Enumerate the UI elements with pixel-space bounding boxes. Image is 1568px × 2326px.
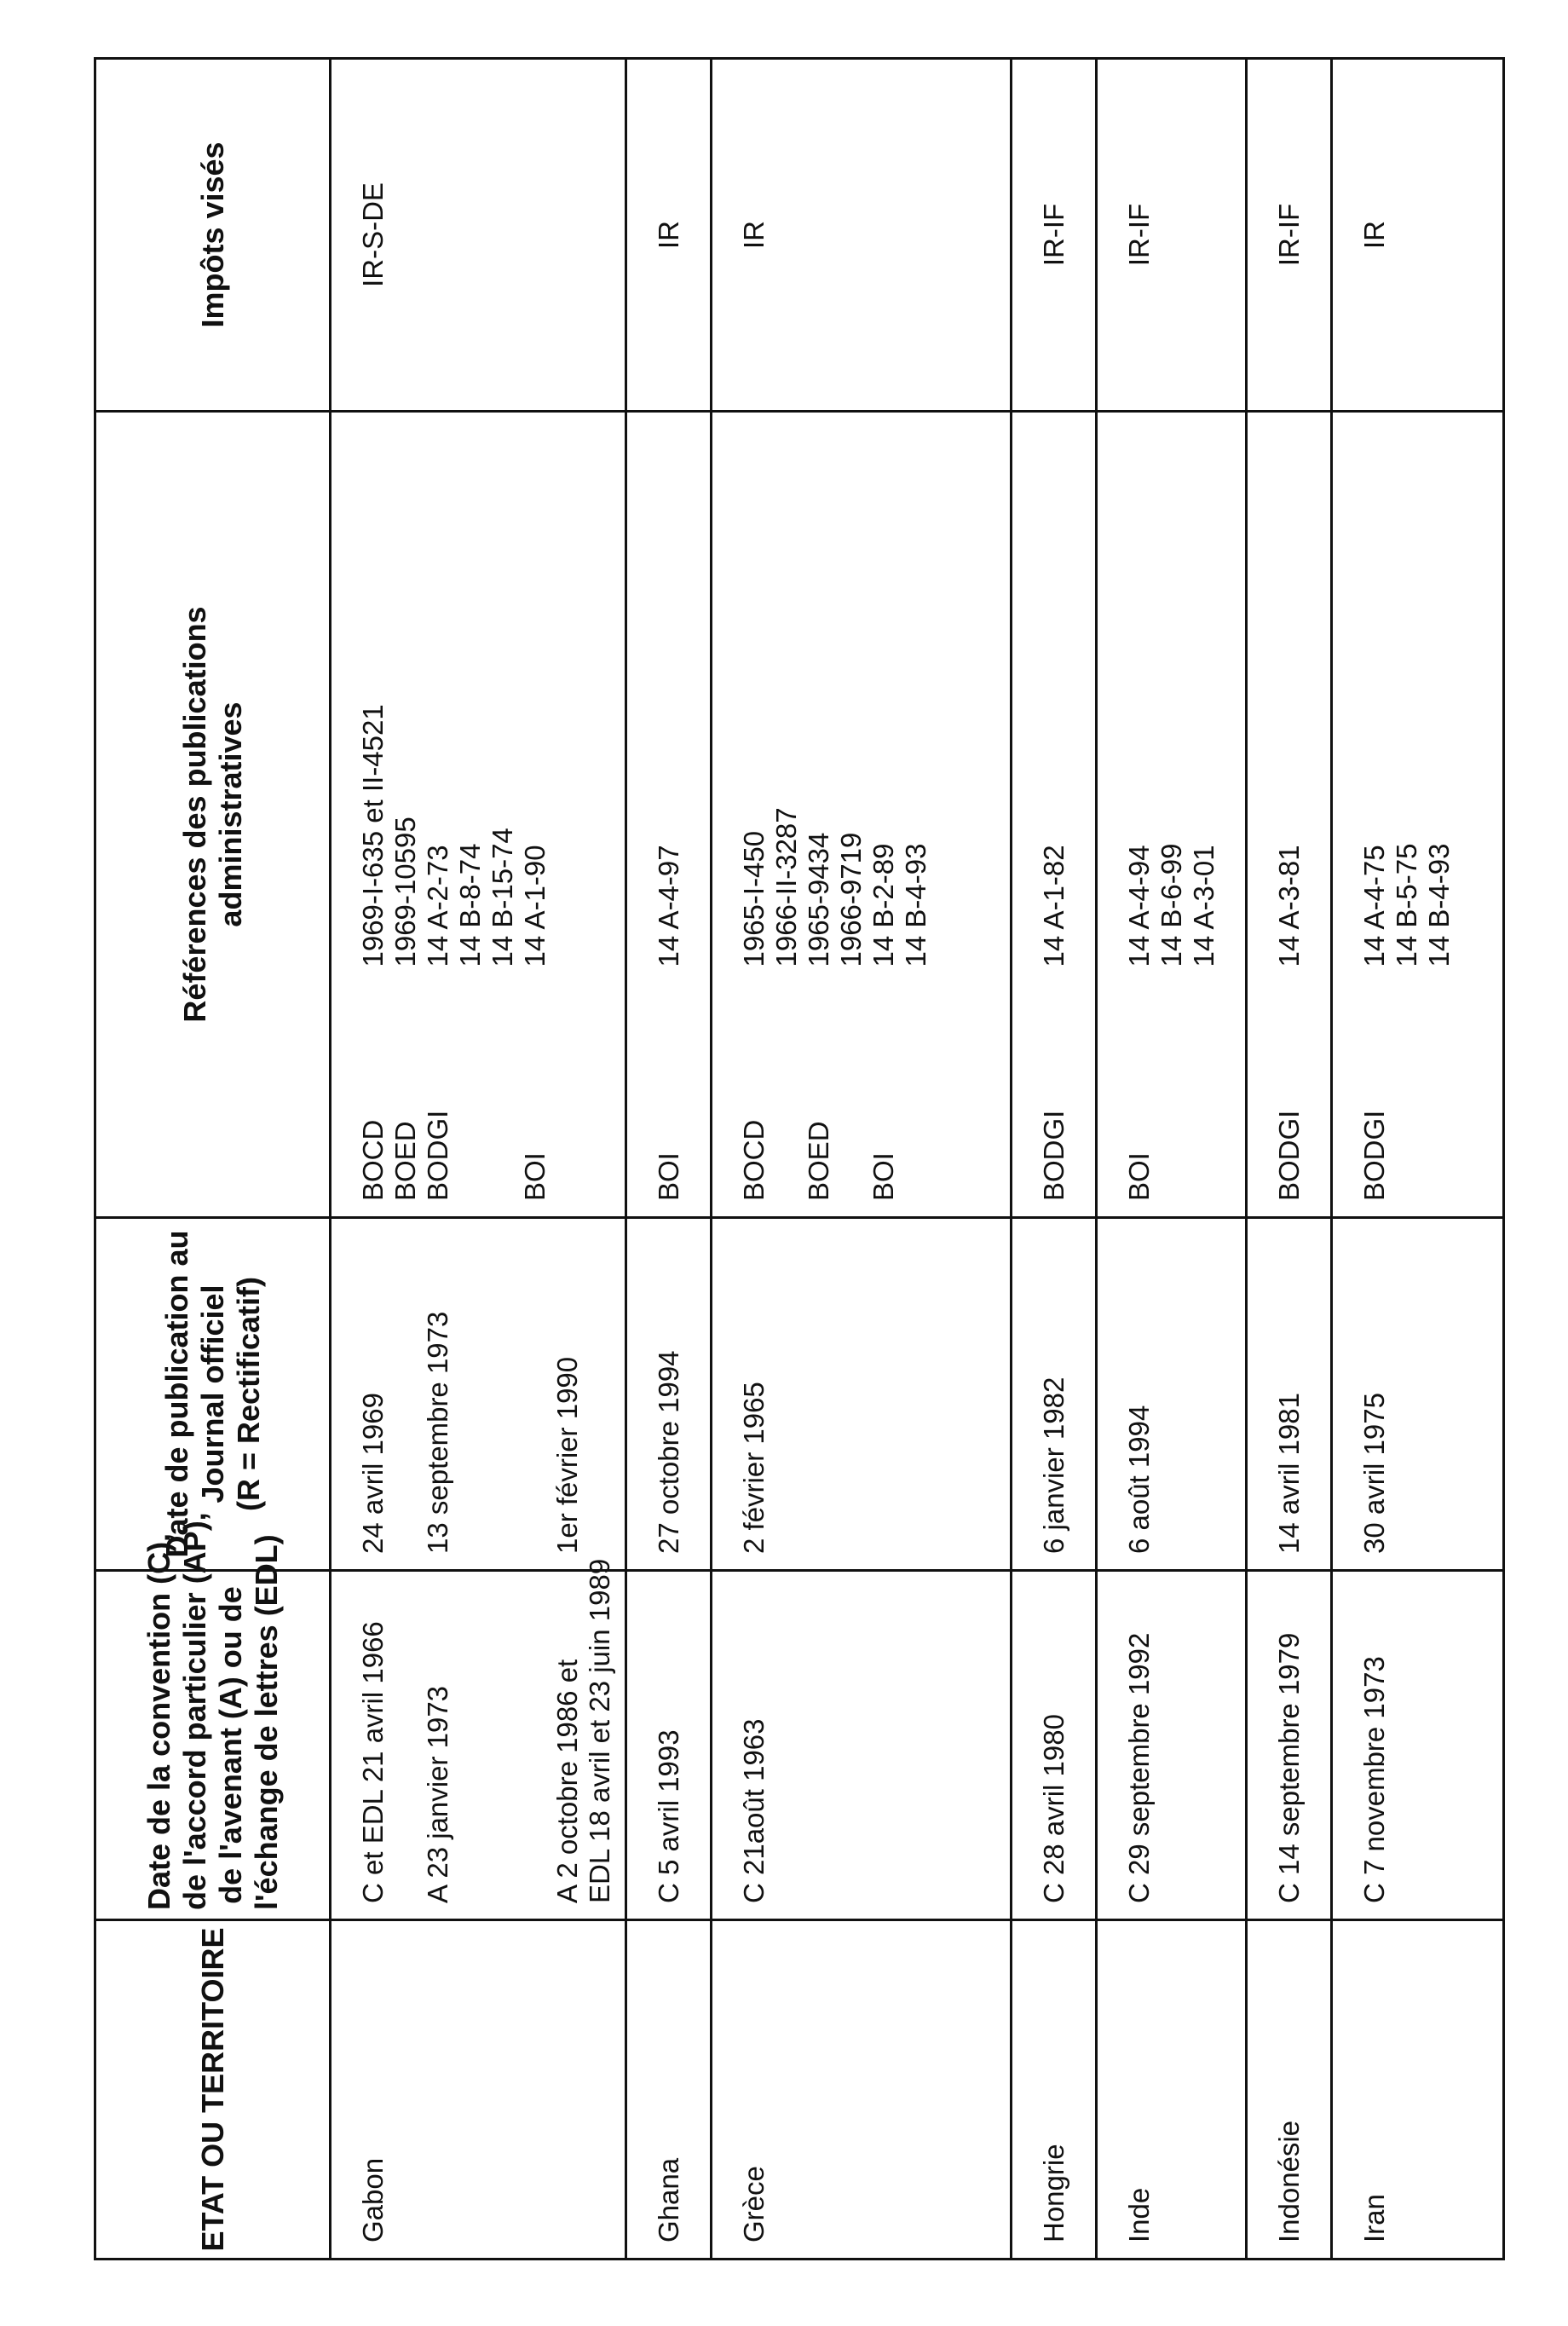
cell-state: Inde bbox=[1097, 1920, 1247, 2260]
cell-reference: 1965-I-450 1966-II-3287 1965-9434 1966-9719 14 B-2-89 14 B-4-93 bbox=[712, 411, 1012, 982]
cell-reference: 14 A-4-97 bbox=[626, 411, 712, 982]
cell-taxes: IR bbox=[712, 58, 1012, 411]
cell-source: BOI bbox=[1097, 983, 1247, 1218]
cell-publication: 6 janvier 1982 bbox=[1012, 1218, 1097, 1571]
cell-convention: C 5 avril 1993 bbox=[626, 1571, 712, 1920]
cell-state: Hongrie bbox=[1012, 1920, 1097, 2260]
cell-reference: 14 A-3-81 bbox=[1247, 411, 1332, 982]
cell-publication: 27 octobre 1994 bbox=[626, 1218, 712, 1571]
cell-convention: C 28 avril 1980 bbox=[1012, 1571, 1097, 1920]
cell-source: BOI bbox=[626, 983, 712, 1218]
cell-reference: 14 A-1-82 bbox=[1012, 411, 1097, 982]
cell-convention: C 21août 1963 bbox=[712, 1571, 1012, 1920]
cell-source: BOCD BOED BOI bbox=[712, 983, 1012, 1218]
cell-state: Iran bbox=[1332, 1920, 1504, 2260]
header-taxes: Impôts visés bbox=[95, 58, 331, 411]
table-row bbox=[331, 58, 626, 2259]
header-state: ETAT OU TERRITOIRE bbox=[95, 1920, 331, 2260]
cell-source: BOCD BOED BODGI BOI bbox=[331, 983, 626, 1218]
cell-taxes: IR-S-DE bbox=[331, 58, 626, 411]
cell-state: Gabon bbox=[331, 1920, 626, 2260]
table-row bbox=[626, 58, 712, 2259]
cell-taxes: IR bbox=[626, 58, 712, 411]
cell-state: Grèce bbox=[712, 1920, 1012, 2260]
cell-reference: 14 A-4-75 14 B-5-75 14 B-4-93 bbox=[1332, 411, 1504, 982]
cell-source: BODGI bbox=[1012, 983, 1097, 1218]
table-row bbox=[1332, 58, 1504, 2259]
table-row bbox=[1097, 58, 1247, 2259]
cell-source: BODGI bbox=[1247, 983, 1332, 1218]
cell-taxes: IR-IF bbox=[1097, 58, 1247, 411]
table-row bbox=[1012, 58, 1097, 2259]
cell-reference: 14 A-4-94 14 B-6-99 14 A-3-01 bbox=[1097, 411, 1247, 982]
cell-source: BODGI bbox=[1332, 983, 1504, 1218]
cell-taxes: IR-IF bbox=[1247, 58, 1332, 411]
cell-convention: C et EDL 21 avril 1966 A 23 janvier 1973 A 2 octobre 1986 et EDL 18 avril et 23 juin 1989 bbox=[331, 1571, 626, 1920]
table-row bbox=[1247, 58, 1332, 2259]
cell-taxes: IR bbox=[1332, 58, 1504, 411]
cell-taxes: IR-IF bbox=[1012, 58, 1097, 411]
cell-publication: 24 avril 1969 13 septembre 1973 1er février 1990 bbox=[331, 1218, 626, 1571]
header-references: Références des publications administratives bbox=[95, 411, 331, 1217]
treaty-table bbox=[94, 57, 1505, 2260]
cell-convention: C 14 septembre 1979 bbox=[1247, 1571, 1332, 1920]
cell-publication: 14 avril 1981 bbox=[1247, 1218, 1332, 1571]
cell-convention: C 29 septembre 1992 bbox=[1097, 1571, 1247, 1920]
cell-state: Ghana bbox=[626, 1920, 712, 2260]
header-publication: Date de publication au Journal officiel (R = Rectificatif) bbox=[95, 1218, 331, 1571]
header-convention: Date de la convention (C), de l'accord particulier (AP), de l'avenant (A) ou de l'échange de lettres (EDL) bbox=[95, 1571, 331, 1920]
table-row bbox=[712, 58, 1012, 2259]
cell-convention: C 7 novembre 1973 bbox=[1332, 1571, 1504, 1920]
cell-publication: 2 février 1965 bbox=[712, 1218, 1012, 1571]
cell-reference: 1969-I-635 et II-4521 1969-10595 14 A-2-73 14 B-8-74 14 B-15-74 14 A-1-90 bbox=[331, 411, 626, 982]
cell-state: Indonésie bbox=[1247, 1920, 1332, 2260]
cell-publication: 6 août 1994 bbox=[1097, 1218, 1247, 1571]
cell-publication: 30 avril 1975 bbox=[1332, 1218, 1504, 1571]
